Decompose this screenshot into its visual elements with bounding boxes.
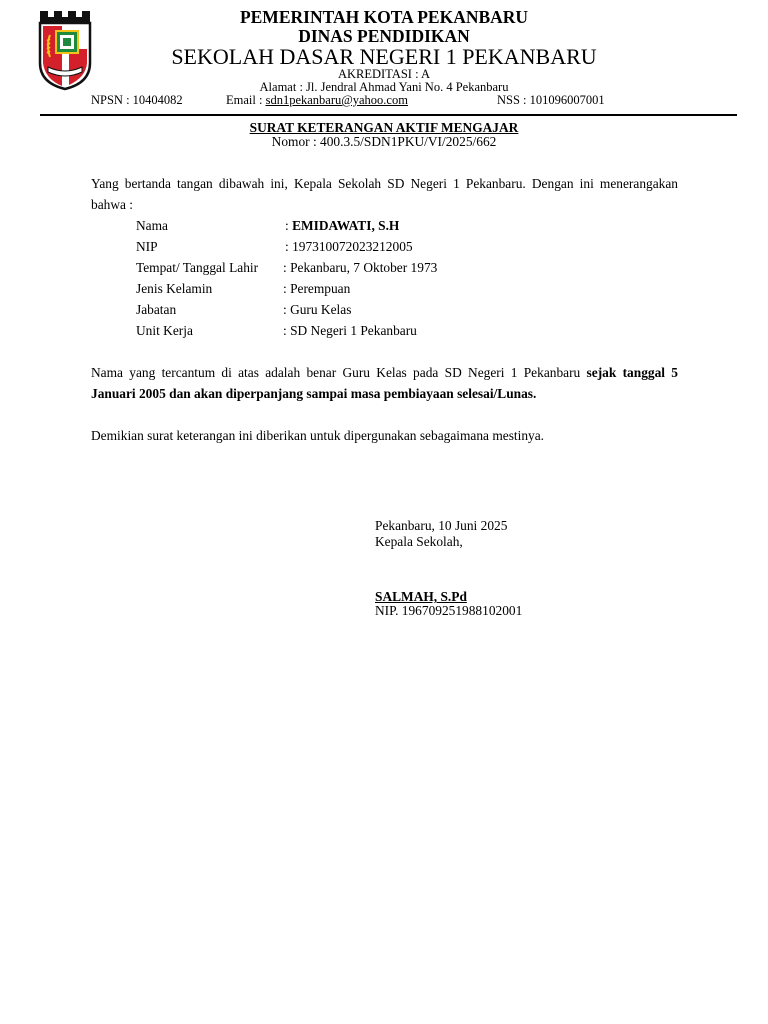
field-label-nama: Nama	[136, 218, 168, 233]
department-name: DINAS PENDIDIKAN	[298, 26, 470, 46]
email-link[interactable]: sdn1pekanbaru@yahoo.com	[265, 93, 408, 107]
accreditation: AKREDITASI : A	[337, 67, 431, 81]
letter-title: SURAT KETERANGAN AKTIF MENGAJAR	[249, 120, 519, 135]
field-colon: :	[285, 218, 293, 233]
field-value-unit: : SD Negeri 1 Pekanbaru	[283, 323, 417, 338]
field-label-unit: Unit Kerja	[136, 323, 193, 338]
school-name: SEKOLAH DASAR NEGERI 1 PEKANBARU	[171, 44, 597, 69]
letter-number: Nomor : 400.3.5/SDN1PKU/VI/2025/662	[271, 134, 497, 149]
nss: NSS : 101096007001	[497, 93, 605, 107]
place-date: Pekanbaru, 10 Juni 2025	[375, 518, 508, 533]
employee-name: EMIDAWATI, S.H	[292, 218, 400, 233]
field-value-nama	[285, 218, 399, 234]
field-label-nip: NIP	[136, 239, 158, 254]
field-value-position: : Guru Kelas	[283, 302, 352, 317]
body-plain-text: Nama yang tercantum di atas adalah benar Guru Kelas pada SD Negeri 1 Pekanbaru	[91, 365, 587, 380]
header-divider	[40, 114, 737, 116]
field-value-birth: : Pekanbaru, 7 Oktober 1973	[283, 260, 438, 275]
signer-name: SALMAH, S.Pd	[375, 589, 467, 604]
intro-paragraph: Yang bertanda tangan dibawah ini, Kepala Sekolah SD Negeri 1 Pekanbaru. Dengan ini menerangakan bahwa :	[91, 176, 678, 212]
government-name: PEMERINTAH KOTA PEKANBARU	[239, 7, 529, 27]
body-paragraph	[91, 362, 678, 404]
signer-position: Kepala Sekolah,	[375, 534, 463, 549]
field-value-gender: : Perempuan	[283, 281, 351, 296]
field-label-birth: Tempat/ Tanggal Lahir	[136, 260, 259, 275]
school-address: Alamat : Jl. Jendral Ahmad Yani No. 4 Pekanbaru	[259, 80, 509, 94]
signer-nip: NIP. 196709251988102001	[375, 603, 523, 618]
email-label: Email :	[226, 93, 266, 107]
closing-paragraph: Demikian surat keterangan ini diberikan untuk dipergunakan sebagaimana mestinya.	[91, 428, 545, 443]
body-bold-text: sejak tanggal 5 Januari 2005 dan akan diperpanjang sampai masa pembiayaan selesai/Lunas.	[91, 365, 678, 401]
email-line	[226, 93, 408, 108]
field-value-nip: : 197310072023212005	[285, 239, 413, 254]
field-label-gender: Jenis Kelamin	[136, 281, 213, 296]
npsn: NPSN : 10404082	[91, 93, 183, 107]
field-label-position: Jabatan	[136, 302, 177, 317]
